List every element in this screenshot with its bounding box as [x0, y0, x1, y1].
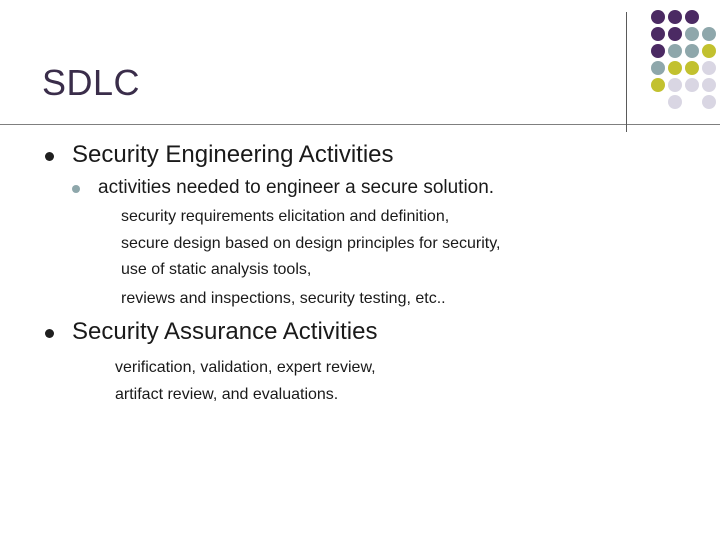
decorative-dot — [685, 44, 699, 58]
decorative-dot — [668, 44, 682, 58]
decorative-dot — [668, 27, 682, 41]
section-sub-engineering: activities needed to engineer a secure solution. — [98, 177, 495, 198]
decorative-dot — [651, 10, 665, 24]
decorative-dot — [702, 95, 716, 109]
decorative-dot — [668, 78, 682, 92]
decorative-dot — [668, 10, 682, 24]
decorative-vertical-line — [626, 12, 627, 132]
decorative-dot — [668, 61, 682, 75]
decorative-dot — [651, 61, 665, 75]
detail-line: use of static analysis tools, — [121, 261, 312, 278]
decorative-dot — [702, 78, 716, 92]
decorative-dot — [651, 78, 665, 92]
detail-line: secure design based on design principles for security, — [121, 235, 501, 252]
title-divider — [0, 124, 720, 125]
bullet-icon — [72, 185, 80, 193]
decorative-dot — [685, 61, 699, 75]
detail-line: reviews and inspections, security testing, etc.. — [121, 290, 446, 307]
bullet-icon — [45, 329, 54, 338]
decorative-dot — [702, 27, 716, 41]
detail-line: verification, validation, expert review, — [115, 359, 376, 376]
decorative-dot — [702, 44, 716, 58]
decorative-dot — [702, 61, 716, 75]
detail-line: security requirements elicitation and definition, — [121, 208, 450, 225]
decorative-dot — [651, 44, 665, 58]
decorative-dot — [651, 27, 665, 41]
slide-title: SDLC — [42, 62, 141, 103]
section-heading-engineering: Security Engineering Activities — [72, 141, 394, 168]
decorative-dot — [668, 95, 682, 109]
section-heading-assurance: Security Assurance Activities — [72, 318, 378, 345]
detail-line: artifact review, and evaluations. — [115, 386, 339, 403]
bullet-icon — [45, 152, 54, 161]
decorative-dot — [685, 10, 699, 24]
decorative-dot — [685, 27, 699, 41]
decorative-dot — [685, 78, 699, 92]
